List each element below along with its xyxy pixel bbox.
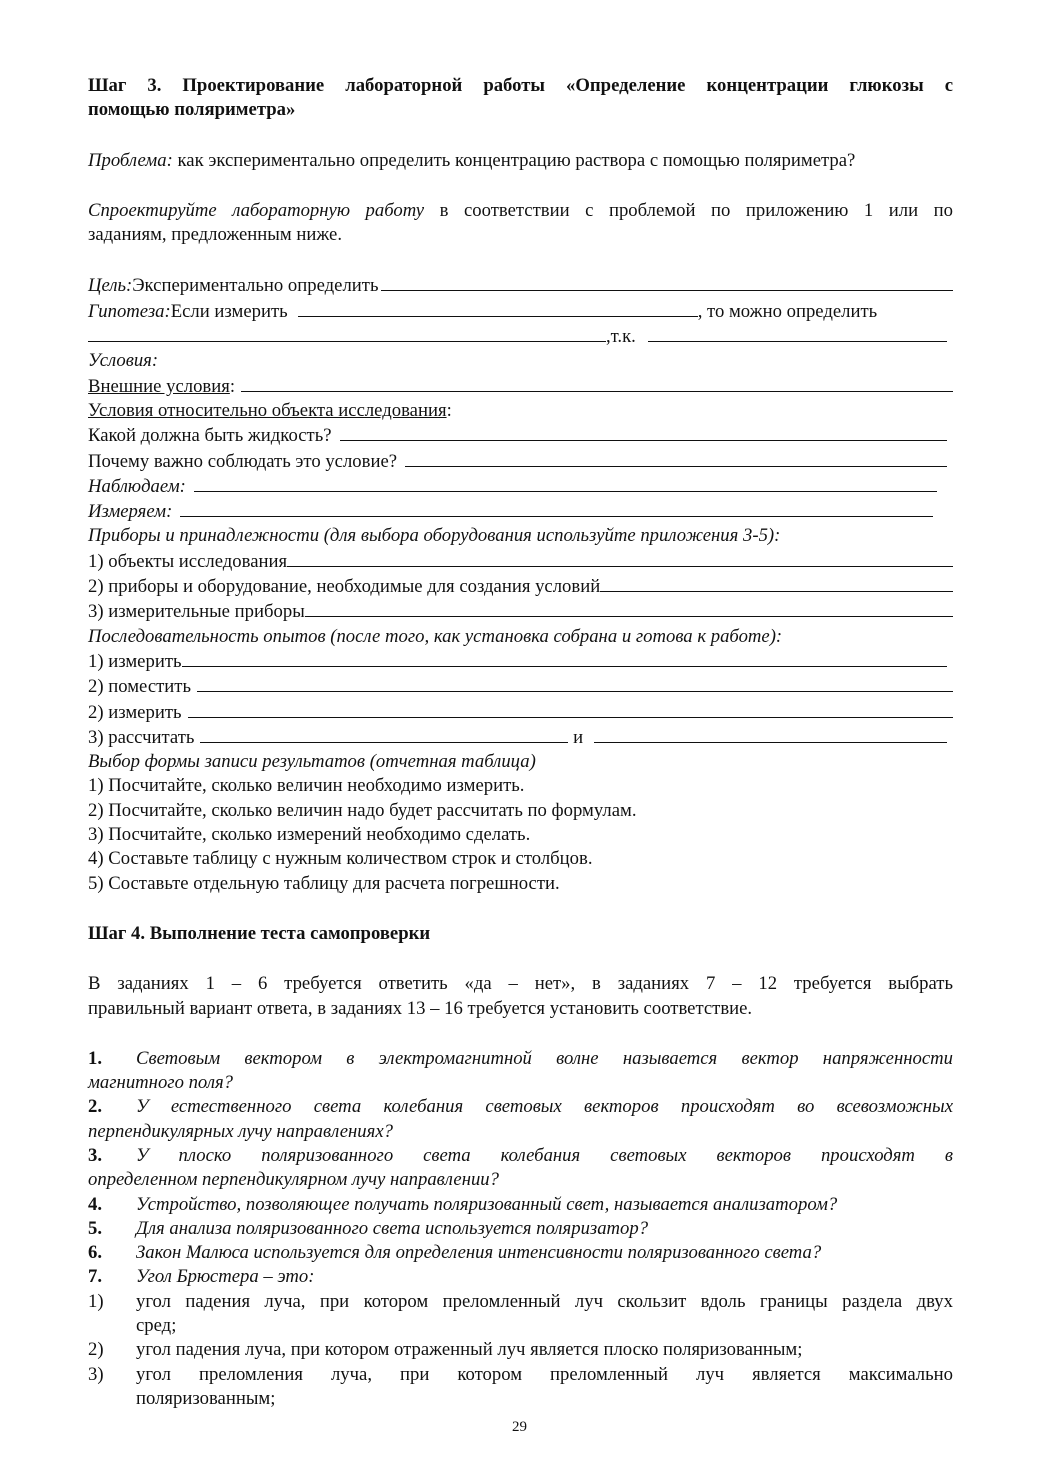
design-text-line1: в соответствии с проблемой по приложению 1 или по — [424, 199, 953, 221]
question-text: Для анализа поляризованного света используется поляризатор? — [136, 1217, 649, 1239]
option-text-cont: сред; — [136, 1315, 177, 1337]
liquid-question: Какой должна быть жидкость? — [88, 425, 332, 447]
results-item: 5) Составьте отдельную таблицу для расчета погрешности. — [88, 872, 560, 894]
option-text-cont: поляризованным; — [136, 1387, 276, 1409]
results-item: 1) Посчитайте, сколько величин необходимо измерить. — [88, 775, 525, 797]
question-2 — [88, 1095, 953, 1144]
hypothesis-blank-1[interactable] — [298, 299, 698, 317]
why-blank[interactable] — [405, 449, 947, 467]
hypothesis-tk: ,т.к. — [606, 326, 636, 348]
sequence-item: 2) поместить — [88, 676, 191, 698]
sequence-blank[interactable] — [182, 649, 947, 667]
question-number: 4. — [88, 1193, 103, 1215]
hypothesis-text: Если измерить — [170, 300, 288, 322]
sequence-label: Последовательность опытов (после того, как установка собрана и готова к работе): — [88, 625, 783, 647]
step4-title: Шаг 4. Выполнение теста самопроверки — [88, 922, 431, 944]
observe-row — [88, 474, 953, 499]
sequence-row-2 — [88, 674, 953, 699]
device-item: 2) приборы и оборудование, необходимые для создания условий — [88, 576, 601, 598]
device-row-1 — [88, 549, 953, 574]
external-conditions-label: Внешние условия — [88, 375, 230, 397]
option-text: угол падения луча, при котором отраженный луч является плоско поляризованным; — [136, 1339, 803, 1361]
colon: : — [229, 375, 236, 397]
device-blank[interactable] — [600, 574, 953, 592]
sequence-item: 1) измерить — [88, 650, 182, 672]
hypothesis-label: Гипотеза: — [88, 300, 171, 322]
sequence-row-1 — [88, 649, 953, 674]
question-number: 1. — [88, 1047, 103, 1069]
sequence-blank[interactable] — [197, 674, 953, 692]
design-label: Спроектируйте лабораторную работу — [88, 199, 425, 221]
calc-blank-1[interactable] — [200, 725, 568, 743]
goal-blank[interactable] — [381, 273, 953, 291]
hypothesis-text-2: , то можно определить — [697, 300, 878, 322]
question-7 — [88, 1265, 953, 1289]
option-1 — [88, 1290, 953, 1339]
measure-label: Измеряем: — [88, 501, 173, 523]
calc-label: 3) рассчитать — [88, 726, 195, 748]
results-label: Выбор формы записи результатов (отчетная таблица) — [88, 751, 536, 773]
option-number: 3) — [88, 1363, 104, 1385]
external-conditions-row — [88, 374, 953, 399]
question-5 — [88, 1217, 953, 1241]
why-question-row — [88, 449, 953, 474]
problem-label: Проблема: — [88, 149, 173, 171]
device-blank[interactable] — [305, 599, 953, 617]
device-item: 1) объекты исследования — [88, 550, 288, 572]
question-1 — [88, 1047, 953, 1096]
results-item: 4) Составьте таблицу с нужным количеством строк и столбцов. — [88, 848, 593, 870]
sequence-item: 2) измерить — [88, 701, 182, 723]
object-conditions-label: Условия относительно объекта исследования — [88, 399, 447, 421]
question-6 — [88, 1241, 953, 1265]
conditions-label: Условия: — [88, 350, 159, 372]
design-instruction-line2: заданиям, предложенным ниже. — [88, 224, 342, 246]
question-text: Световым вектором в электромагнитной волне называется вектор напряженности — [136, 1047, 953, 1069]
hypothesis-blank-2[interactable] — [88, 324, 606, 342]
problem-statement — [88, 149, 953, 173]
results-item: 3) Посчитайте, сколько измерений необходимо сделать. — [88, 824, 531, 846]
device-blank[interactable] — [287, 549, 953, 567]
option-number: 1) — [88, 1290, 104, 1312]
question-number: 7. — [88, 1266, 103, 1288]
question-text: Закон Малюса используется для определения интенсивности поляризованного света? — [136, 1242, 822, 1264]
design-instruction-line1 — [88, 199, 953, 223]
hypothesis-row — [88, 299, 953, 324]
option-text: угол падения луча, при котором преломленный луч скользит вдоль границы раздела двух — [136, 1290, 953, 1312]
question-text-cont: определенном перпендикулярном лучу направлении? — [88, 1169, 499, 1191]
measure-row — [88, 499, 953, 524]
colon: : — [446, 399, 452, 421]
question-text: У естественного света колебания световых векторов происходят во всевозможных — [136, 1096, 953, 1118]
question-text: Устройство, позволяющее получать поляризованный свет, называется анализатором? — [136, 1193, 838, 1215]
object-conditions-line — [88, 399, 953, 423]
goal-label: Цель: — [88, 275, 133, 297]
question-number: 2. — [88, 1096, 103, 1118]
goal-row — [88, 273, 953, 298]
step4-intro-line1: В заданиях 1 – 6 требуется ответить «да – нет», в заданиях 7 – 12 требуется выбрать — [88, 973, 953, 995]
device-item: 3) измерительные приборы — [88, 601, 305, 623]
page-number: 29 — [512, 1419, 527, 1435]
sequence-row-3 — [88, 700, 953, 725]
option-3 — [88, 1363, 953, 1412]
option-number: 2) — [88, 1339, 104, 1361]
step4-intro-line2: правильный вариант ответа, в заданиях 13 – 16 требуется установить соответствие. — [88, 997, 753, 1019]
question-number: 3. — [88, 1144, 103, 1166]
devices-label: Приборы и принадлежности (для выбора оборудования используйте приложения 3-5): — [88, 525, 781, 547]
question-number: 6. — [88, 1242, 103, 1264]
question-number: 5. — [88, 1217, 103, 1239]
problem-text: как экспериментально определить концентрацию раствора с помощью поляриметра? — [172, 149, 856, 171]
question-text: У плоско поляризованного света колебания световых векторов происходят в — [136, 1144, 953, 1166]
external-conditions-blank[interactable] — [241, 374, 953, 392]
sequence-blank[interactable] — [188, 700, 953, 718]
results-item: 2) Посчитайте, сколько величин надо будет рассчитать по формулам. — [88, 799, 637, 821]
measure-blank[interactable] — [180, 499, 933, 517]
question-text-cont: перпендикулярных лучу направлениях? — [88, 1120, 393, 1142]
calc-row — [88, 725, 953, 750]
goal-text: Экспериментально определить — [132, 275, 379, 297]
question-text-cont: магнитного поля? — [88, 1072, 233, 1094]
hypothesis-row-2 — [88, 324, 953, 349]
device-row-2 — [88, 574, 953, 599]
calc-blank-2[interactable] — [594, 725, 947, 743]
question-text: Угол Брюстера – это: — [136, 1266, 315, 1288]
step3-title-line2: помощью поляриметра» — [88, 99, 296, 121]
question-3 — [88, 1144, 953, 1193]
liquid-question-row — [88, 423, 953, 448]
question-4 — [88, 1193, 953, 1217]
hypothesis-blank-3[interactable] — [648, 324, 947, 342]
observe-label: Наблюдаем: — [88, 475, 186, 497]
step3-title-line1: Шаг 3. Проектирование лабораторной работы «Определение концентрации глюкозы с — [88, 75, 953, 96]
option-2 — [88, 1338, 953, 1362]
option-text: угол преломления луча, при котором преломленный луч является максимально — [136, 1363, 953, 1385]
liquid-blank[interactable] — [340, 423, 947, 441]
device-row-3 — [88, 599, 953, 624]
why-question: Почему важно соблюдать это условие? — [88, 450, 398, 472]
calc-and: и — [568, 726, 588, 748]
observe-blank[interactable] — [194, 474, 937, 492]
